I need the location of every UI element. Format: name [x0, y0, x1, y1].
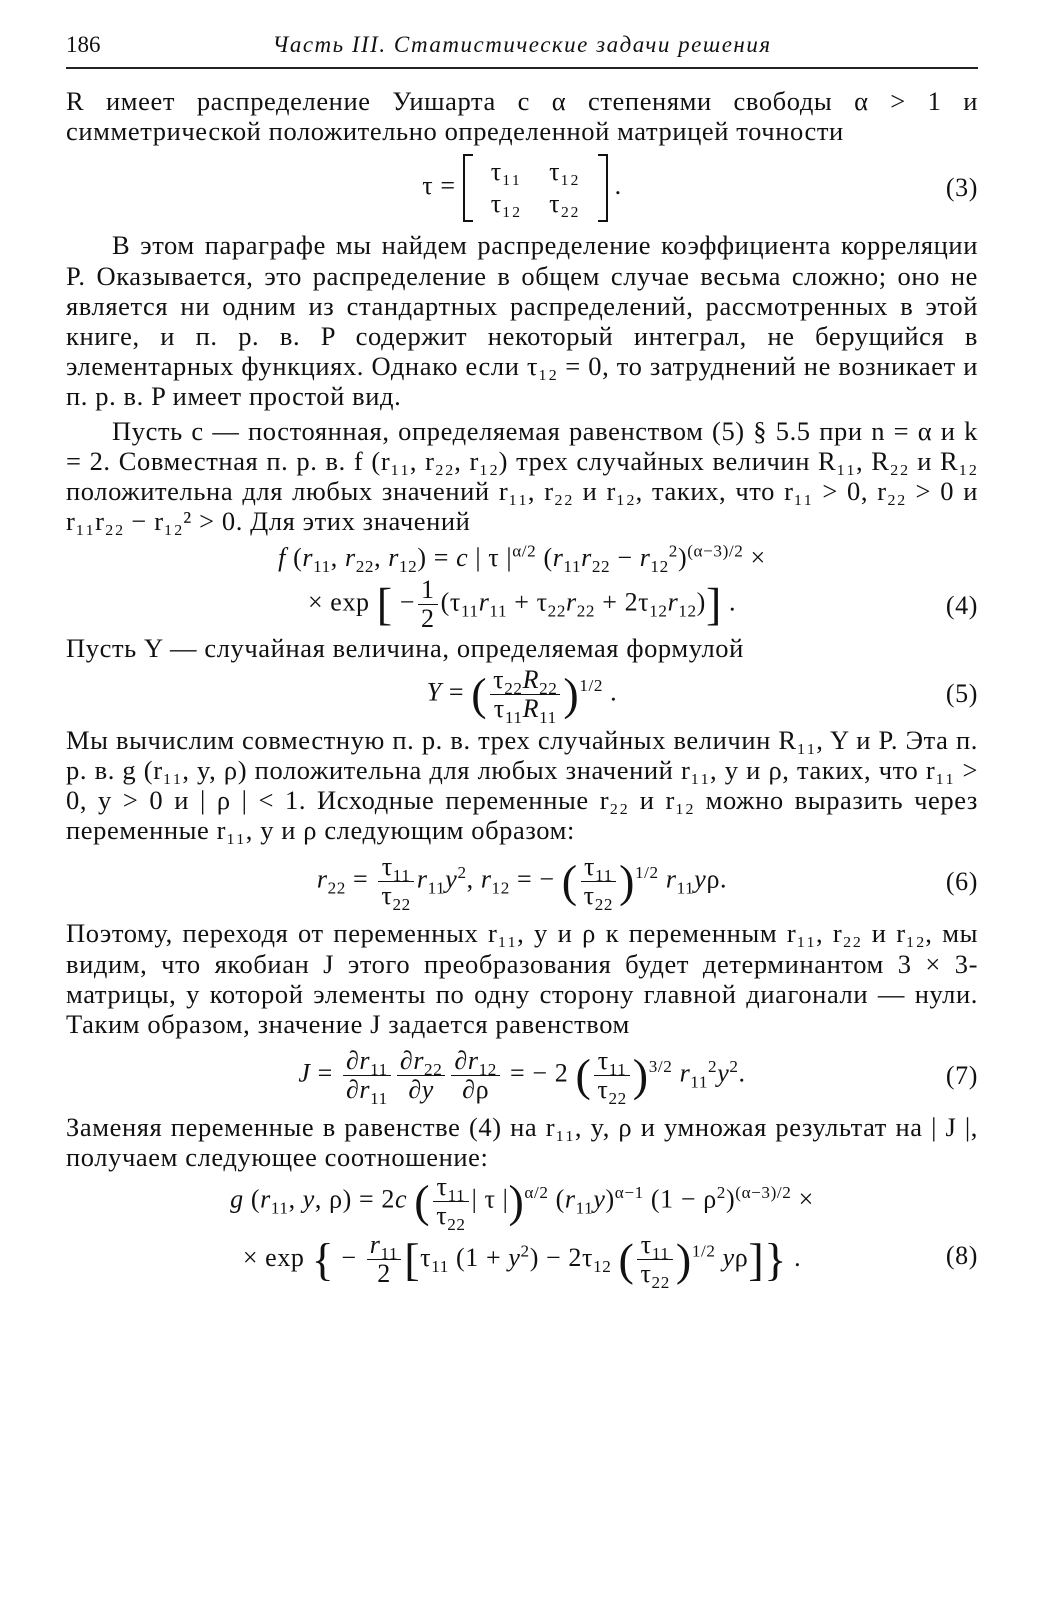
equation-7: J = $\frac{\partial r_{11}}{\partial r_{11}}$ $\frac{\partial r_{22}}{\partial y}$ $\frac{\partial r_{12}}{\partial\rho}$ = − 2 ( $\frac{\tau_{11}}{\tau_{22}}$ )$^{3/2}$ $r_{11}^2y^2$. (7)	[298, 1046, 978, 1109]
running-title: Часть III. Статистические задачи решения	[272, 32, 772, 57]
paragraph-6: Поэтому, переходя от переменных r₁₁, y и ρ к переменным r₁₁, r₂₂ и r₁₂, мы видим, что якобиан J этого преобразования будет детерминантом 3 × 3-матрицы, у которой элементы по одну сторону главной диагонали — нули. Таким образом, значение J задается равенством	[66, 918, 978, 1040]
page-header	[66, 32, 978, 66]
equation-3: τ = τ₁₁ τ₁₂ τ₁₂ τ₂₂ . (3)	[66, 154, 978, 222]
paragraph-4: Пусть Y — случайная величина, определяемая формулой	[66, 633, 744, 664]
equation-number-5: (5)	[945, 679, 978, 709]
paragraph-3: Пусть c — постоянная, определяемая равенством (5) § 5.5 при n = α и k = 2. Совместная п. р. в. f (r₁₁, r₂₂, r₁₂) трех случайных величин R₁₁, R₂₂ и R₁₂ положительна для любых значений r₁₁, r₂₂ и r₁₂, таких, что r₁₁ > 0, r₂₂ > 0 и r₁₁r₂₂ − r₁₂² > 0. Для этих значений	[66, 415, 978, 537]
header-rule	[66, 67, 978, 69]
equation-6: $r_{22}$ = $\frac{\tau_{11}}{\tau_{22}}$ $r_{11}y^2$, $r_{12}$ = − ( $\frac{\tau_{11}}{\tau_{22}}$ )$^{1/2}$ $r_{11}y\rho$. (6)	[316, 852, 978, 915]
equation-8-line-2: × exp { − $\frac{r_{11}}{2}$ [$\tau_{11}$ $(1 + y^2) - 2\tau_{12}$ ( $\frac{\tau_{11}}{\tau_{22}}$ )$^{1/2}$ yρ]} .	[242, 1230, 802, 1293]
paragraph-5: Мы вычислим совместную п. р. в. трех случайных величин R₁₁, Y и P. Эта п. р. в. g (r₁₁, y, ρ) положительна для любых значений r₁₁, y и ρ, таких, что r₁₁ > 0, y > 0 и | ρ | < 1. Исходные переменные r₂₂ и r₁₂ можно выразить через переменные r₁₁, y и ρ следующим образом:	[66, 724, 978, 846]
equation-number-4: (4)	[945, 590, 978, 620]
paragraph-7: Заменяя переменные в равенстве (4) на r₁₁, y, ρ и умножая результат на | J |, получаем следующее соотношение:	[66, 1112, 978, 1173]
page-body	[66, 86, 978, 1293]
equation-8-line-1: g ($r_{11}$, y, ρ) = 2c ( $\frac{\tau_{11}}{\tau_{22}}$ | τ |)$^{\alpha/2}$ $(r_{11}y)^{\alpha-1}$ $(1 - \rho^2)^{(\alpha-3)/2}$ ×	[230, 1171, 814, 1234]
equation-5: Y = ( $\frac{\tau_{22}R_{22}}{\tau_{11}R_{11}}$ )$^{1/2}$ . (5)	[426, 664, 978, 727]
equation-4-line-2: × exp [ − $\frac{1}{2}$ $(\tau_{11}r_{11} + \tau_{22}r_{22} + 2\tau_{12}r_{12})$] .	[307, 575, 737, 634]
equation-4	[66, 540, 978, 633]
equation-number-3: (3)	[945, 173, 978, 203]
precision-matrix: τ₁₁ τ₁₂ τ₁₂ τ₂₂	[463, 154, 608, 222]
paragraph-1: R имеет распределение Уишарта с α степенями свободы α > 1 и симметрической положительно определенной матрицей точности	[66, 86, 978, 147]
equation-number-7: (7)	[945, 1060, 978, 1090]
equation-8	[66, 1171, 978, 1293]
page-number: 186	[66, 32, 101, 57]
equation-number-8: (8)	[945, 1240, 978, 1270]
equation-number-6: (6)	[945, 866, 978, 896]
paragraph-2: В этом параграфе мы найдем распределение коэффициента корреляции P. Оказывается, это распределение в общем случае весьма сложно; оно не является ни одним из стандартных распределений, рассмотренных в этой книге, и п. р. в. P содержит некоторый интеграл, не берущийся в элементарных функциях. Однако если τ₁₂ = 0, то затруднений не возникает и п. р. в. P имеет простой вид.	[66, 230, 978, 412]
equation-4-line-1: f ($r_{11}$, $r_{22}$, $r_{12}) = c$ | τ $|^{\alpha/2}$ $(r_{11}r_{22} - r_{12}^2)^{(\alpha-3)/2}$ ×	[278, 541, 766, 577]
